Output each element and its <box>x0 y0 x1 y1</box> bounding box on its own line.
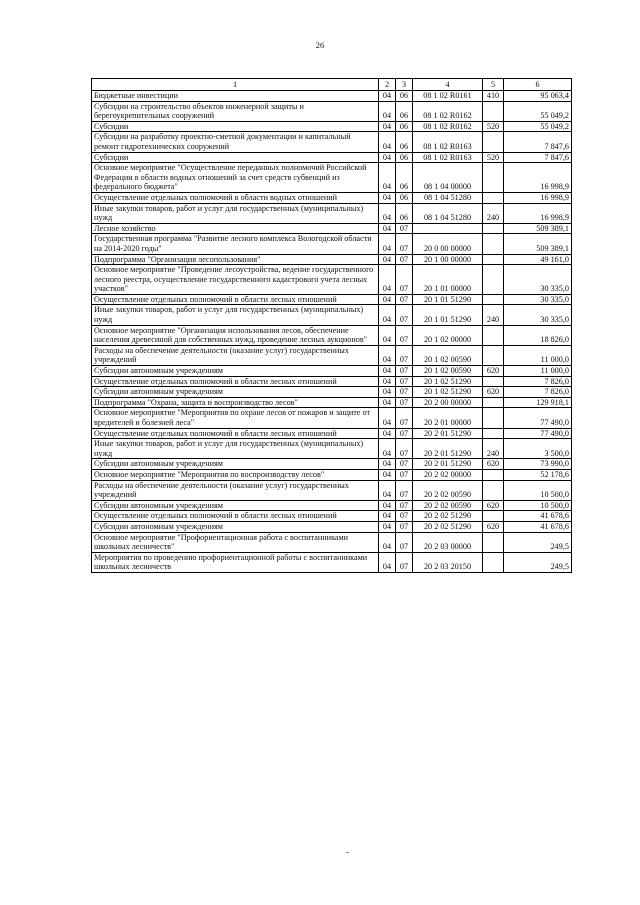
table-row <box>92 152 572 163</box>
row-name: Субсидии на разработку проектно-сметной документации и капитальный ремонт гидротехнических сооружений <box>92 132 379 152</box>
row-amount: 41 678,6 <box>504 521 572 532</box>
row-expense-type: 240 <box>483 439 504 459</box>
row-section-code: 04 <box>379 121 396 132</box>
row-subsection-code: 07 <box>396 387 413 398</box>
row-expense-type <box>483 532 504 552</box>
row-section-code: 04 <box>379 428 396 439</box>
table-row <box>92 203 572 223</box>
row-expense-type: 620 <box>483 500 504 511</box>
row-target-article: 08 1 04 51280 <box>413 203 483 223</box>
row-amount: 77 490,0 <box>504 408 572 428</box>
table-row <box>92 511 572 522</box>
row-amount: 509 389,1 <box>504 234 572 254</box>
row-section-code: 04 <box>379 500 396 511</box>
row-name: Осуществление отдельных полномочий в области водных отношений <box>92 192 379 203</box>
row-subsection-code: 07 <box>396 500 413 511</box>
table-row <box>92 521 572 532</box>
row-target-article: 08 1 04 00000 <box>413 163 483 193</box>
table-row <box>92 552 572 572</box>
row-expense-type <box>483 408 504 428</box>
row-expense-type <box>483 265 504 295</box>
row-name: Основное мероприятие "Профориентационная работа с воспитанниками школьных лесничеств" <box>92 532 379 552</box>
row-target-article: 08 1 02 R0163 <box>413 132 483 152</box>
row-section-code: 04 <box>379 387 396 398</box>
row-expense-type <box>483 163 504 193</box>
row-subsection-code: 06 <box>396 132 413 152</box>
row-target-article: 20 1 02 51290 <box>413 376 483 387</box>
row-amount: 30 335,0 <box>504 294 572 305</box>
row-name: Подпрограмма "Организация лесопользования" <box>92 254 379 265</box>
table-row <box>92 376 572 387</box>
row-section-code: 04 <box>379 305 396 325</box>
row-target-article: 20 2 02 51290 <box>413 511 483 522</box>
row-name: Субсидии <box>92 121 379 132</box>
column-header-1: 1 <box>92 79 379 91</box>
row-target-article: 08 1 02 R0163 <box>413 152 483 163</box>
row-expense-type <box>483 511 504 522</box>
row-expense-type: 240 <box>483 305 504 325</box>
row-name: Субсидии автономным учреждениям <box>92 500 379 511</box>
row-subsection-code: 06 <box>396 91 413 102</box>
row-expense-type <box>483 376 504 387</box>
row-target-article: 20 2 01 51290 <box>413 439 483 459</box>
row-section-code: 04 <box>379 91 396 102</box>
row-target-article: 08 1 02 R0162 <box>413 101 483 121</box>
row-subsection-code: 07 <box>396 532 413 552</box>
row-amount: 55 049,2 <box>504 121 572 132</box>
row-amount: 55 049,2 <box>504 101 572 121</box>
row-expense-type: 520 <box>483 121 504 132</box>
row-name: Субсидии автономным учреждениям <box>92 387 379 398</box>
row-expense-type <box>483 469 504 480</box>
row-name: Бюджетные инвестиции <box>92 91 379 102</box>
row-expense-type <box>483 428 504 439</box>
row-amount: 30 335,0 <box>504 305 572 325</box>
row-subsection-code: 07 <box>396 552 413 572</box>
row-target-article: 08 1 04 51280 <box>413 192 483 203</box>
row-target-article: 20 2 02 00000 <box>413 469 483 480</box>
row-target-article: 20 0 00 00000 <box>413 234 483 254</box>
table-row <box>92 234 572 254</box>
row-expense-type: 520 <box>483 152 504 163</box>
row-name: Расходы на обеспечение деятельности (оказание услуг) государственных учреждений <box>92 345 379 365</box>
row-subsection-code: 07 <box>396 305 413 325</box>
row-name: Осуществление отдельных полномочий в области лесных отношений <box>92 376 379 387</box>
row-subsection-code: 07 <box>396 428 413 439</box>
row-amount: 30 335,0 <box>504 265 572 295</box>
row-target-article: 20 1 01 51290 <box>413 305 483 325</box>
scan-mark <box>346 852 349 853</box>
row-section-code: 04 <box>379 459 396 470</box>
table-row <box>92 223 572 234</box>
row-name: Субсидии автономным учреждениям <box>92 521 379 532</box>
row-section-code: 04 <box>379 101 396 121</box>
row-expense-type: 620 <box>483 459 504 470</box>
row-amount: 129 918,1 <box>504 397 572 408</box>
row-name: Лесное хозяйство <box>92 223 379 234</box>
table-row <box>92 345 572 365</box>
row-subsection-code: 07 <box>396 376 413 387</box>
row-section-code: 04 <box>379 397 396 408</box>
row-name: Осуществление отдельных полномочий в области лесных отношений <box>92 294 379 305</box>
row-section-code: 04 <box>379 325 396 345</box>
row-section-code: 04 <box>379 132 396 152</box>
table-row <box>92 91 572 102</box>
row-section-code: 04 <box>379 254 396 265</box>
table-row <box>92 254 572 265</box>
row-amount: 16 998,9 <box>504 163 572 193</box>
row-subsection-code: 07 <box>396 345 413 365</box>
row-target-article: 20 2 02 00590 <box>413 480 483 500</box>
row-name: Основное мероприятие "Мероприятия по охране лесов от пожаров и защите от вредителей и болезней леса" <box>92 408 379 428</box>
row-name: Субсидии <box>92 152 379 163</box>
row-section-code: 04 <box>379 345 396 365</box>
row-amount: 10 500,0 <box>504 500 572 511</box>
row-subsection-code: 06 <box>396 203 413 223</box>
row-name: Подпрограмма "Охрана, защита и воспроизводство лесов" <box>92 397 379 408</box>
table-row <box>92 265 572 295</box>
row-expense-type: 620 <box>483 521 504 532</box>
row-expense-type: 620 <box>483 366 504 377</box>
row-subsection-code: 06 <box>396 192 413 203</box>
table-body <box>92 91 572 573</box>
row-amount: 249,5 <box>504 532 572 552</box>
table-row <box>92 366 572 377</box>
row-target-article: 20 2 01 00000 <box>413 408 483 428</box>
row-amount: 7 847,6 <box>504 132 572 152</box>
row-name: Иные закупки товаров, работ и услуг для государственных (муниципальных) нужд <box>92 305 379 325</box>
row-target-article: 20 2 02 51290 <box>413 521 483 532</box>
row-amount: 7 847,6 <box>504 152 572 163</box>
row-name: Субсидии автономным учреждениям <box>92 459 379 470</box>
row-name: Основное мероприятие "Осуществление переданных полномочий Российской Федерации в области водных отношений за счет средств субвенций из федерального бюджета" <box>92 163 379 193</box>
row-subsection-code: 07 <box>396 223 413 234</box>
row-amount: 11 000,0 <box>504 345 572 365</box>
row-name: Иные закупки товаров, работ и услуг для государственных (муниципальных) нужд <box>92 439 379 459</box>
row-target-article: 20 2 03 00000 <box>413 532 483 552</box>
column-header-2: 2 <box>379 79 396 91</box>
row-expense-type: 410 <box>483 91 504 102</box>
row-target-article: 20 2 01 51290 <box>413 428 483 439</box>
budget-table <box>91 78 572 573</box>
row-amount: 18 826,0 <box>504 325 572 345</box>
row-expense-type <box>483 325 504 345</box>
row-expense-type <box>483 294 504 305</box>
row-amount: 7 826,0 <box>504 376 572 387</box>
row-target-article: 20 2 01 51290 <box>413 459 483 470</box>
row-subsection-code: 07 <box>396 265 413 295</box>
row-subsection-code: 07 <box>396 294 413 305</box>
row-target-article: 20 1 01 51290 <box>413 294 483 305</box>
row-amount: 52 178,6 <box>504 469 572 480</box>
row-subsection-code: 06 <box>396 163 413 193</box>
row-subsection-code: 07 <box>396 521 413 532</box>
row-amount: 16 998,9 <box>504 192 572 203</box>
row-subsection-code: 06 <box>396 121 413 132</box>
row-name: Основное мероприятие "Мероприятия по воспроизводству лесов" <box>92 469 379 480</box>
row-subsection-code: 07 <box>396 397 413 408</box>
row-name: Осуществление отдельных полномочий в области лесных отношений <box>92 511 379 522</box>
row-expense-type <box>483 397 504 408</box>
row-name: Субсидии автономным учреждениям <box>92 366 379 377</box>
row-section-code: 04 <box>379 511 396 522</box>
row-name: Расходы на обеспечение деятельности (оказание услуг) государственных учреждений <box>92 480 379 500</box>
row-name: Осуществление отдельных полномочий в области лесных отношений <box>92 428 379 439</box>
table-row <box>92 469 572 480</box>
row-amount: 10 500,0 <box>504 480 572 500</box>
row-amount: 249,5 <box>504 552 572 572</box>
row-subsection-code: 07 <box>396 234 413 254</box>
row-subsection-code: 07 <box>396 459 413 470</box>
column-header-3: 3 <box>396 79 413 91</box>
row-target-article: 20 1 01 00000 <box>413 265 483 295</box>
table-row <box>92 397 572 408</box>
row-expense-type <box>483 254 504 265</box>
row-name: Государственная программа "Развитие лесного комплекса Вологодской области на 2014-2020 годы" <box>92 234 379 254</box>
table-row <box>92 192 572 203</box>
table-row <box>92 101 572 121</box>
row-section-code: 04 <box>379 408 396 428</box>
row-section-code: 04 <box>379 366 396 377</box>
row-subsection-code: 07 <box>396 366 413 377</box>
row-expense-type: 620 <box>483 387 504 398</box>
row-subsection-code: 07 <box>396 408 413 428</box>
row-subsection-code: 07 <box>396 469 413 480</box>
table-row <box>92 294 572 305</box>
table-row <box>92 325 572 345</box>
table-header-row <box>92 79 572 91</box>
row-target-article: 08 1 02 R0162 <box>413 121 483 132</box>
row-expense-type <box>483 345 504 365</box>
column-header-6: 6 <box>504 79 572 91</box>
row-expense-type <box>483 192 504 203</box>
row-section-code: 04 <box>379 469 396 480</box>
table-row <box>92 439 572 459</box>
row-section-code: 04 <box>379 552 396 572</box>
table-row <box>92 459 572 470</box>
table-row <box>92 163 572 193</box>
row-amount: 7 826,0 <box>504 387 572 398</box>
row-subsection-code: 06 <box>396 152 413 163</box>
row-section-code: 04 <box>379 203 396 223</box>
row-amount: 49 161,0 <box>504 254 572 265</box>
row-target-article: 20 1 02 00590 <box>413 366 483 377</box>
row-section-code: 04 <box>379 376 396 387</box>
row-subsection-code: 07 <box>396 439 413 459</box>
row-target-article: 20 2 03 20150 <box>413 552 483 572</box>
row-expense-type: 240 <box>483 203 504 223</box>
row-target-article: 20 1 00 00000 <box>413 254 483 265</box>
row-section-code: 04 <box>379 294 396 305</box>
table-row <box>92 387 572 398</box>
row-amount: 73 990,0 <box>504 459 572 470</box>
row-section-code: 04 <box>379 532 396 552</box>
row-name: Мероприятия по проведению профориентационной работы с воспитанниками школьных лесничеств <box>92 552 379 572</box>
row-target-article: 20 1 02 00590 <box>413 345 483 365</box>
table-row <box>92 121 572 132</box>
table-row <box>92 408 572 428</box>
table-row <box>92 428 572 439</box>
row-section-code: 04 <box>379 152 396 163</box>
row-section-code: 04 <box>379 480 396 500</box>
row-section-code: 04 <box>379 265 396 295</box>
table-row <box>92 132 572 152</box>
row-name: Основное мероприятие "Проведение лесоустройства, ведение государственного лесного реестра, осуществление государственного кадастрового учета лесных участков" <box>92 265 379 295</box>
row-name: Основное мероприятие "Организация использования лесов, обеспечение населения древесиной для собственных нужд, проведение лесных аукционов" <box>92 325 379 345</box>
row-subsection-code: 07 <box>396 254 413 265</box>
table-row <box>92 532 572 552</box>
row-expense-type <box>483 101 504 121</box>
row-amount: 16 998,9 <box>504 203 572 223</box>
row-name: Иные закупки товаров, работ и услуг для государственных (муниципальных) нужд <box>92 203 379 223</box>
column-header-5: 5 <box>483 79 504 91</box>
row-amount: 11 000,0 <box>504 366 572 377</box>
row-target-article: 20 2 00 00000 <box>413 397 483 408</box>
row-section-code: 04 <box>379 223 396 234</box>
row-target-article: 20 2 02 00590 <box>413 500 483 511</box>
row-expense-type <box>483 480 504 500</box>
column-header-4: 4 <box>413 79 483 91</box>
row-expense-type <box>483 234 504 254</box>
row-amount: 509 389,1 <box>504 223 572 234</box>
row-subsection-code: 07 <box>396 511 413 522</box>
row-amount: 77 490,0 <box>504 428 572 439</box>
row-name: Субсидии на строительство объектов инженерной защиты и берегоукрепительных сооружений <box>92 101 379 121</box>
table-row <box>92 480 572 500</box>
row-subsection-code: 07 <box>396 325 413 345</box>
row-section-code: 04 <box>379 192 396 203</box>
row-subsection-code: 07 <box>396 480 413 500</box>
row-amount: 3 500,0 <box>504 439 572 459</box>
row-section-code: 04 <box>379 234 396 254</box>
row-section-code: 04 <box>379 521 396 532</box>
row-target-article: 08 1 02 R0161 <box>413 91 483 102</box>
row-amount: 95 063,4 <box>504 91 572 102</box>
row-target-article: 20 1 02 51290 <box>413 387 483 398</box>
row-amount: 41 678,6 <box>504 511 572 522</box>
row-section-code: 04 <box>379 163 396 193</box>
row-subsection-code: 06 <box>396 101 413 121</box>
table-row <box>92 305 572 325</box>
row-expense-type <box>483 223 504 234</box>
row-expense-type <box>483 552 504 572</box>
row-target-article <box>413 223 483 234</box>
table-row <box>92 500 572 511</box>
row-target-article: 20 1 02 00000 <box>413 325 483 345</box>
row-expense-type <box>483 132 504 152</box>
row-section-code: 04 <box>379 439 396 459</box>
page-number: 26 <box>315 40 325 50</box>
